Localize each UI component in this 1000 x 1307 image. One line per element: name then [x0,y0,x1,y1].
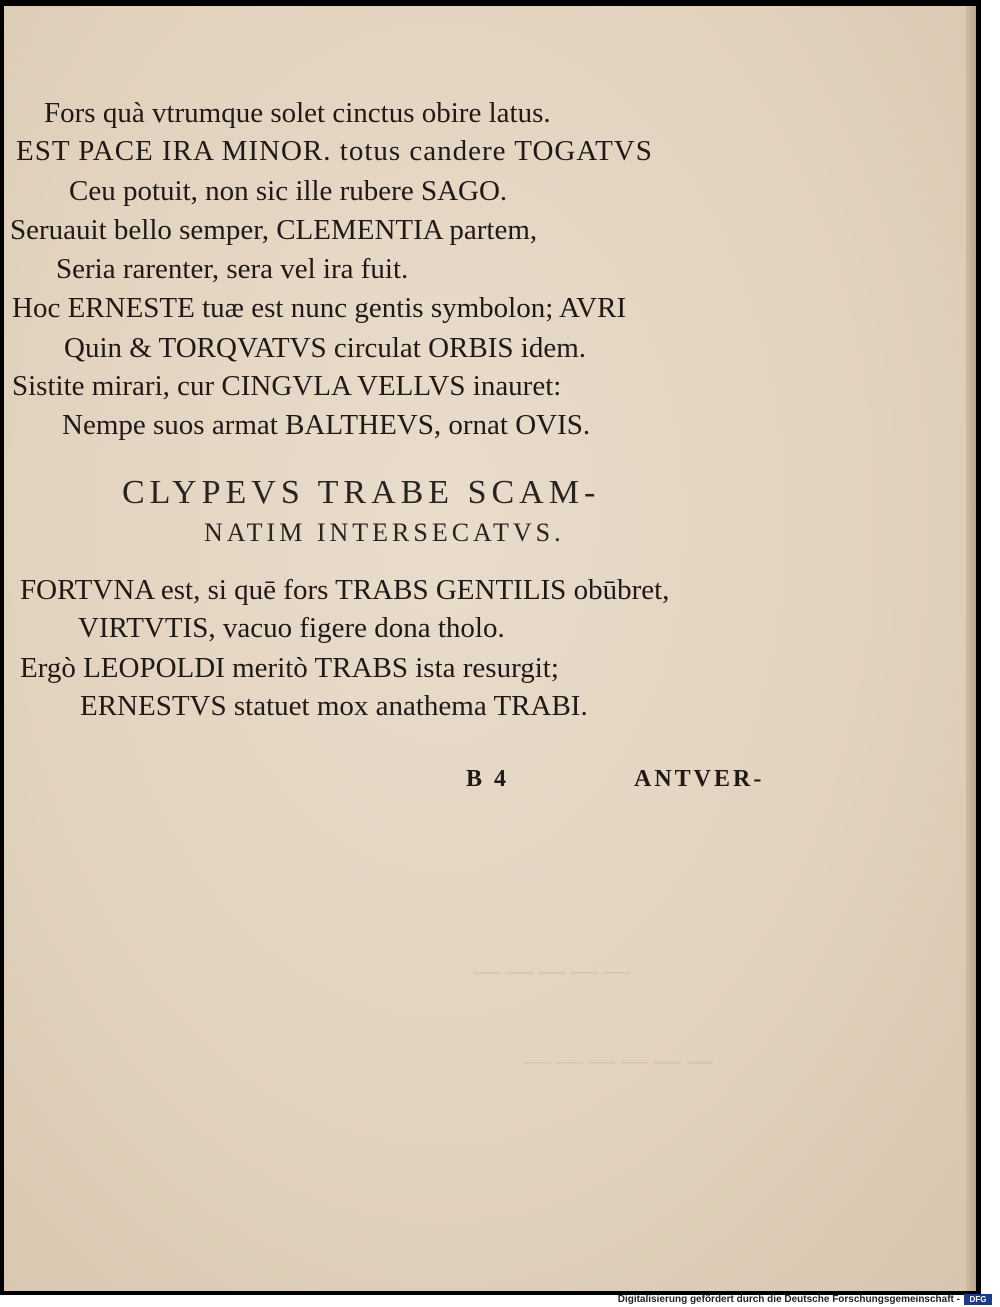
epigram-line: ERNESTVS statuet mox anathema TRABI. [80,690,588,722]
poem-line: Quin & TORQVATVS circulat ORBIS idem. [64,332,587,364]
epigram-line: Ergò LEOPOLDI meritò TRABS ista resurgit; [20,652,559,684]
epigram-line: VIRTVTIS, vacuo figere dona tholo. [78,612,505,644]
poem-line: Sistite mirari, cur CINGVLA VELLVS inauret: [12,370,562,402]
signature-mark: B 4 [466,766,510,792]
epigram-line: FORTVNA est, si quē fors TRABS GENTILIS obūbret, [20,574,670,606]
poem-line: Hoc ERNESTE tuæ est nunc gentis symbolon; AVRI [12,292,627,324]
section-heading-line-2: NATIM INTERSECATVS. [204,518,565,547]
poem-line: Nempe suos armat BALTHEVS, ornat OVIS. [62,409,591,441]
bleed-through-text: — — — — — [474,956,630,985]
bleed-through-text: — — — — — — [524,1046,713,1075]
poem-line: EST PACE IRA MINOR. totus candere TOGATVS [16,135,653,167]
poem-line: Fors quà vtrumque solet cinctus obire latus. [44,97,551,129]
poem-line: Seruauit bello semper, CLEMENTIA partem, [10,214,538,246]
poem-line: Seria rarenter, sera vel ira fuit. [56,253,409,285]
catchword: ANTVER- [634,766,765,792]
section-heading-line-1: CLYPEVS TRABE SCAM- [122,474,601,511]
digitization-credit: Digitalisierung gefördert durch die Deutsche Forschungsgemeinschaft - [617,1294,960,1305]
page-edge [966,6,976,1291]
book-page [4,6,976,1291]
dfg-logo: DFG [964,1294,992,1305]
poem-line: Ceu potuit, non sic ille rubere SAGO. [69,175,508,207]
